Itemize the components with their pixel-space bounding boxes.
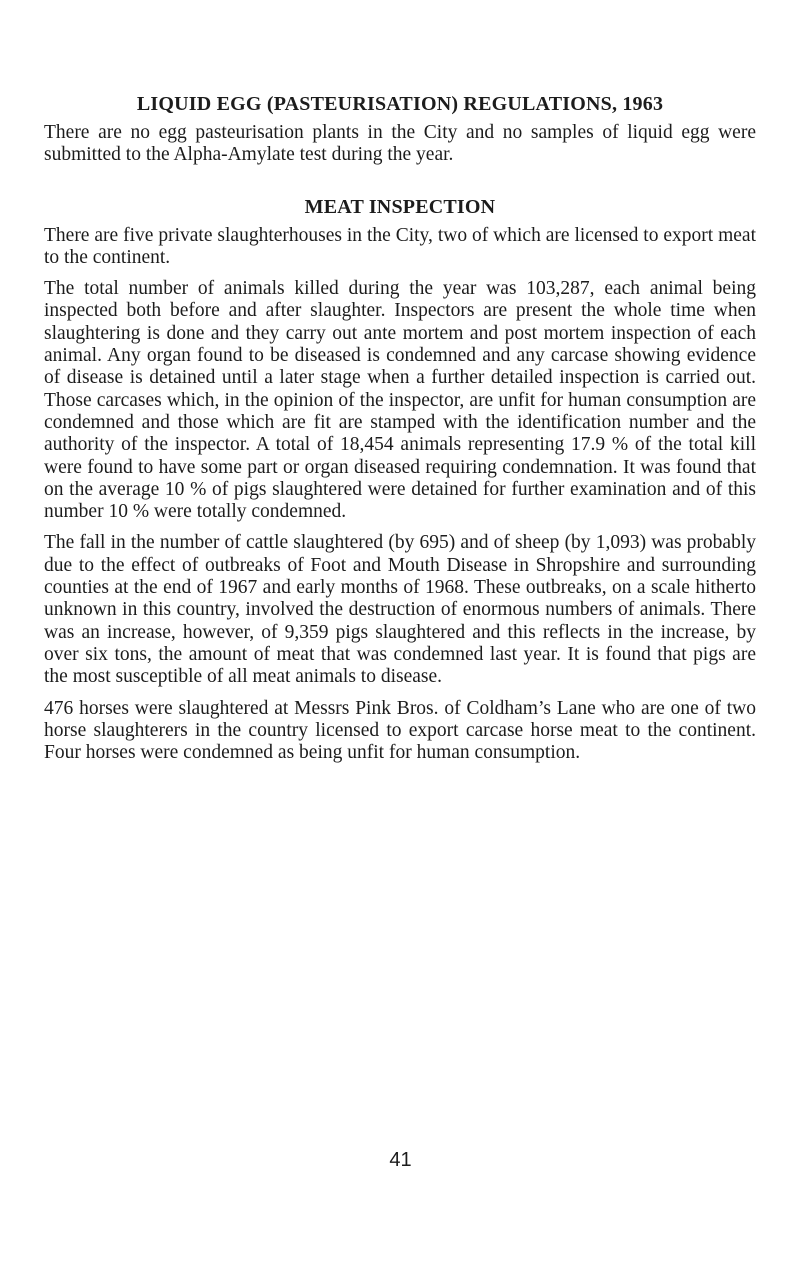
horses-paragraph: 476 horses were slaughtered at Messrs Pink Bros. of Coldham’s Lane who are one of two horse slaughterers in the country licensed to export carcase horse meat to the continent. Four horses were condemned as being unfit for human consumption.	[44, 697, 756, 764]
liquid-egg-section	[44, 92, 756, 167]
meat-inspection-heading: MEAT INSPECTION	[304, 195, 496, 218]
document-page	[44, 92, 756, 764]
cattle-sheep-decline-paragraph: The fall in the number of cattle slaughtered (by 695) and of sheep (by 1,093) was probably due to the effect of outbreaks of Foot and Mouth Disease in Shropshire and surrounding counties at the end of 1967 and early months of 1968. These outbreaks, on a scale hitherto unknown in this country, involved the destruction of enormous numbers of animals. There was an increase, however, of 9,359 pigs slaughtered and this reflects in the increase, by over six tons, the amount of meat that was condemned last year. It is found that pigs are the most susceptible of all meat animals to disease.	[44, 532, 756, 688]
liquid-egg-heading: LIQUID EGG (PASTEURISATION) REGULATIONS, 1963	[136, 93, 664, 115]
slaughterhouses-paragraph: There are five private slaughterhouses in the City, two of which are licensed to export meat to the continent.	[44, 224, 756, 268]
animals-killed-paragraph: The total number of animals killed during the year was 103,287, each animal being inspected both before and after slaughter. Inspectors are present the whole time when slaughtering is done and they carry out ante mortem and post mortem inspection of each animal. Any organ found to be diseased is condemned and any carcase showing evidence of disease is detained until a later stage when a further detailed inspection is carried out. Those carcases which, in the opinion of the inspector, are unfit for human consumption are condemned and those which are fit are stamped with the identification number and the authority of the inspector. A total of 18,454 animals representing 17.9 % of the total kill were found to have some part or organ diseased requiring condemnation. It was found that on the average 10 % of pigs slaughtered were detained for further examination and of this number 10 % were totally condemned.	[44, 278, 756, 523]
page-number: 41	[389, 1149, 412, 1171]
meat-inspection-section	[44, 195, 756, 765]
liquid-egg-paragraph: There are no egg pasteurisation plants in the City and no samples of liquid egg were submitted to the Alpha-Amylate test during the year.	[44, 122, 756, 166]
